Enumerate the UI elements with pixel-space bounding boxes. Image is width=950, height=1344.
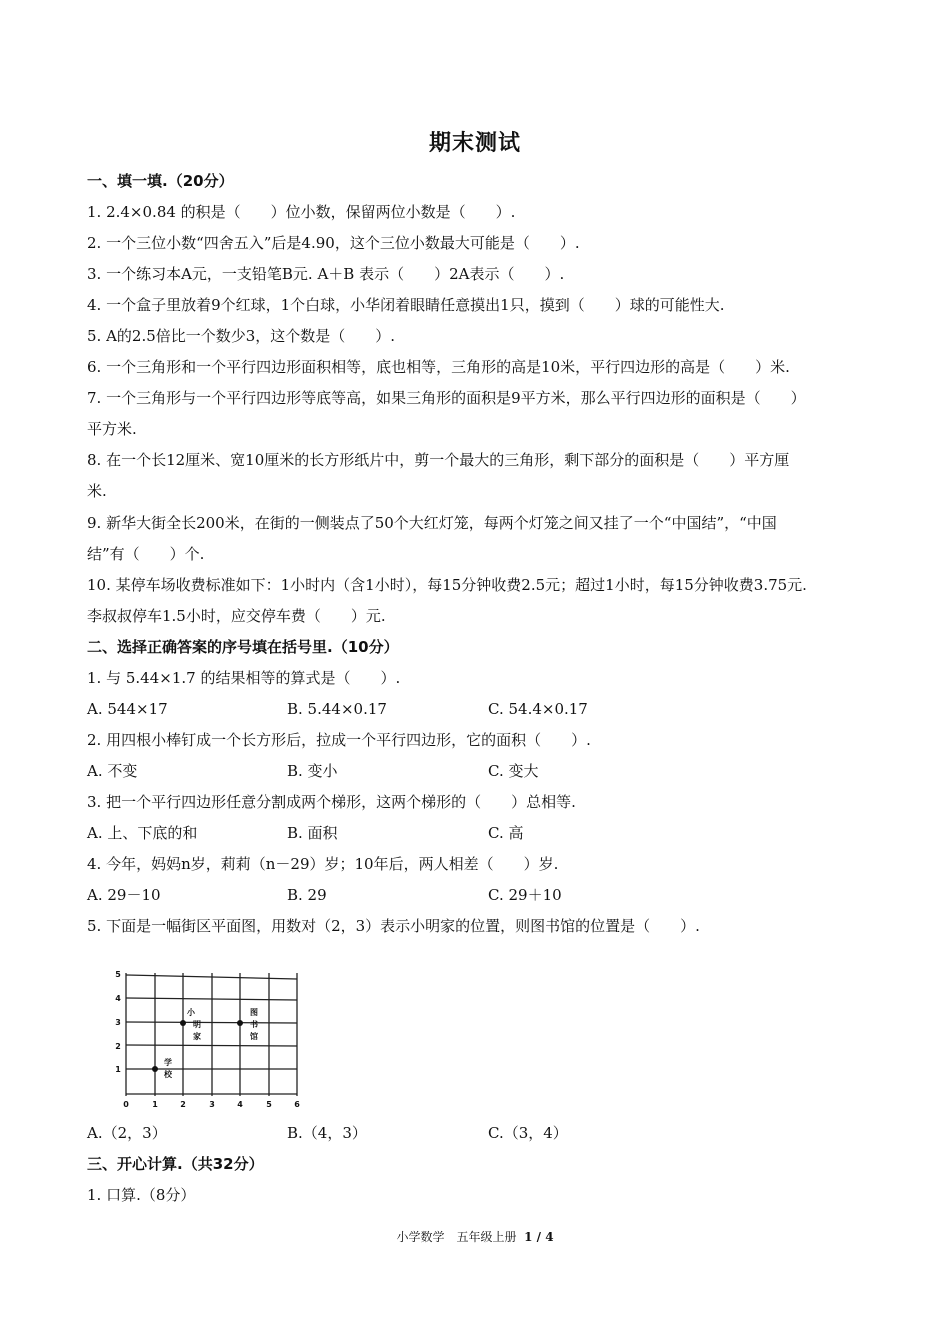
- s2-q1-option-b: B. 5.44×0.17: [287, 700, 387, 718]
- s1-line-8: 8. 在一个长12厘米、宽10厘米的长方形纸片中，剪一个最大的三角形，剩下部分的面积是（ ）平方厘: [87, 451, 790, 469]
- s2-question-4: 4. 今年，妈妈n岁，莉莉（n－29）岁；10年后，两人相差（ ）岁.: [87, 855, 559, 873]
- s2-q1-option-a: A. 544×17: [87, 700, 168, 718]
- section2-heading: 二、选择正确答案的序号填在括号里.（10分）: [87, 638, 399, 656]
- y-tick-5: 5: [115, 970, 121, 979]
- page-title: 期末测试: [428, 131, 521, 156]
- y-tick-4: 4: [115, 994, 121, 1003]
- s1-line-4: 4. 一个盒子里放着9个红球，1个白球，小华闭着眼睛任意摸出1只，摸到（ ）球的可能性大.: [87, 296, 725, 314]
- street-map: [108, 965, 308, 1110]
- s2-q5-option-b: B.（4，3）: [287, 1124, 367, 1142]
- s2-q5-option-a: A.（2，3）: [87, 1124, 167, 1142]
- x-tick-6: 6: [294, 1100, 300, 1109]
- y-tick-1: 1: [115, 1065, 121, 1074]
- y-tick-3: 3: [115, 1018, 121, 1027]
- s2-question-1: 1. 与 5.44×1.7 的结果相等的算式是（ ）.: [87, 669, 401, 687]
- y-tick-2: 2: [115, 1042, 121, 1051]
- school-point: [152, 1066, 158, 1072]
- xiaoming-home-point: [180, 1020, 186, 1026]
- s1-line-2: 2. 一个三位小数“四舍五入”后是4.90，这个三位小数最大可能是（ ）.: [87, 234, 580, 252]
- s3-sub-1: 1. 口算.（8分）: [87, 1186, 196, 1204]
- x-tick-4: 4: [237, 1100, 243, 1109]
- s2-question-3: 3. 把一个平行四边形任意分割成两个梯形，这两个梯形的（ ）总相等.: [87, 793, 576, 811]
- library-label-1: 图: [250, 1008, 258, 1017]
- s1-line-10-cont: 李叔叔停车1.5小时，应交停车费（ ）元.: [87, 607, 386, 625]
- xiaoming-label-3: 家: [193, 1032, 201, 1041]
- s1-line-7-cont: 平方米.: [87, 420, 137, 438]
- s2-q4-option-b: B. 29: [287, 886, 327, 904]
- s1-line-5: 5. A的2.5倍比一个数少3，这个数是（ ）.: [87, 327, 396, 345]
- s2-q2-option-c: C. 变大: [488, 762, 539, 780]
- library-point: [237, 1020, 243, 1026]
- x-tick-5: 5: [266, 1100, 272, 1109]
- footer-subject: 小学数学 五年级上册: [396, 1230, 517, 1244]
- s2-q3-option-a: A. 上、下底的和: [87, 824, 198, 842]
- s2-question-5: 5. 下面是一幅街区平面图，用数对（2，3）表示小明家的位置，则图书馆的位置是（ ）.: [87, 917, 700, 935]
- xiaoming-label-2: 明: [193, 1020, 201, 1029]
- s2-q3-option-c: C. 高: [488, 824, 524, 842]
- map-grid: [126, 973, 297, 1096]
- s2-q3-option-b: B. 面积: [287, 824, 338, 842]
- s1-line-9-cont: 结”有（ ）个.: [87, 545, 205, 563]
- s1-line-6: 6. 一个三角形和一个平行四边形面积相等，底也相等，三角形的高是10米，平行四边形的高是（ ）米.: [87, 358, 790, 376]
- section3-heading: 三、开心计算.（共32分）: [87, 1155, 264, 1173]
- s1-line-9: 9. 新华大街全长200米，在街的一侧装点了50个大红灯笼，每两个灯笼之间又挂了一个“中国结”，“中国: [87, 514, 777, 532]
- library-label-3: 馆: [250, 1032, 258, 1041]
- s2-q2-option-a: A. 不变: [87, 762, 138, 780]
- section1-heading: 一、填一填.（20分）: [87, 172, 234, 190]
- s2-q1-option-c: C. 54.4×0.17: [488, 700, 588, 718]
- page-footer: [0, 1228, 950, 1245]
- s2-q4-option-a: A. 29－10: [87, 886, 161, 904]
- s1-line-10: 10. 某停车场收费标准如下：1小时内（含1小时），每15分钟收费2.5元；超过1小时，每15分钟收费3.75元.: [87, 576, 807, 594]
- x-tick-2: 2: [180, 1100, 186, 1109]
- school-label-1: 学: [164, 1058, 172, 1067]
- s2-q2-option-b: B. 变小: [287, 762, 338, 780]
- s2-question-2: 2. 用四根小棒钉成一个长方形后，拉成一个平行四边形，它的面积（ ）.: [87, 731, 591, 749]
- footer-page-number: 1 / 4: [524, 1230, 554, 1244]
- s1-line-7: 7. 一个三角形与一个平行四边形等底等高，如果三角形的面积是9平方米，那么平行四边形的面积是（ ）: [87, 389, 806, 407]
- s2-q4-option-c: C. 29＋10: [488, 886, 562, 904]
- x-tick-3: 3: [209, 1100, 215, 1109]
- s1-line-1: 1. 2.4×0.84 的积是（ ）位小数，保留两位小数是（ ）.: [87, 203, 516, 221]
- map-axis-labels: [115, 970, 300, 1109]
- x-tick-0: 0: [123, 1100, 129, 1109]
- library-label-2: 书: [250, 1020, 258, 1029]
- xiaoming-label-1: 小: [187, 1008, 195, 1017]
- x-tick-1: 1: [152, 1100, 158, 1109]
- s1-line-3: 3. 一个练习本A元，一支铅笔B元. A＋B 表示（ ）2A表示（ ）.: [87, 265, 565, 283]
- s2-q5-option-c: C.（3，4）: [488, 1124, 568, 1142]
- school-label-2: 校: [164, 1070, 172, 1079]
- s1-line-8-cont: 米.: [87, 482, 107, 500]
